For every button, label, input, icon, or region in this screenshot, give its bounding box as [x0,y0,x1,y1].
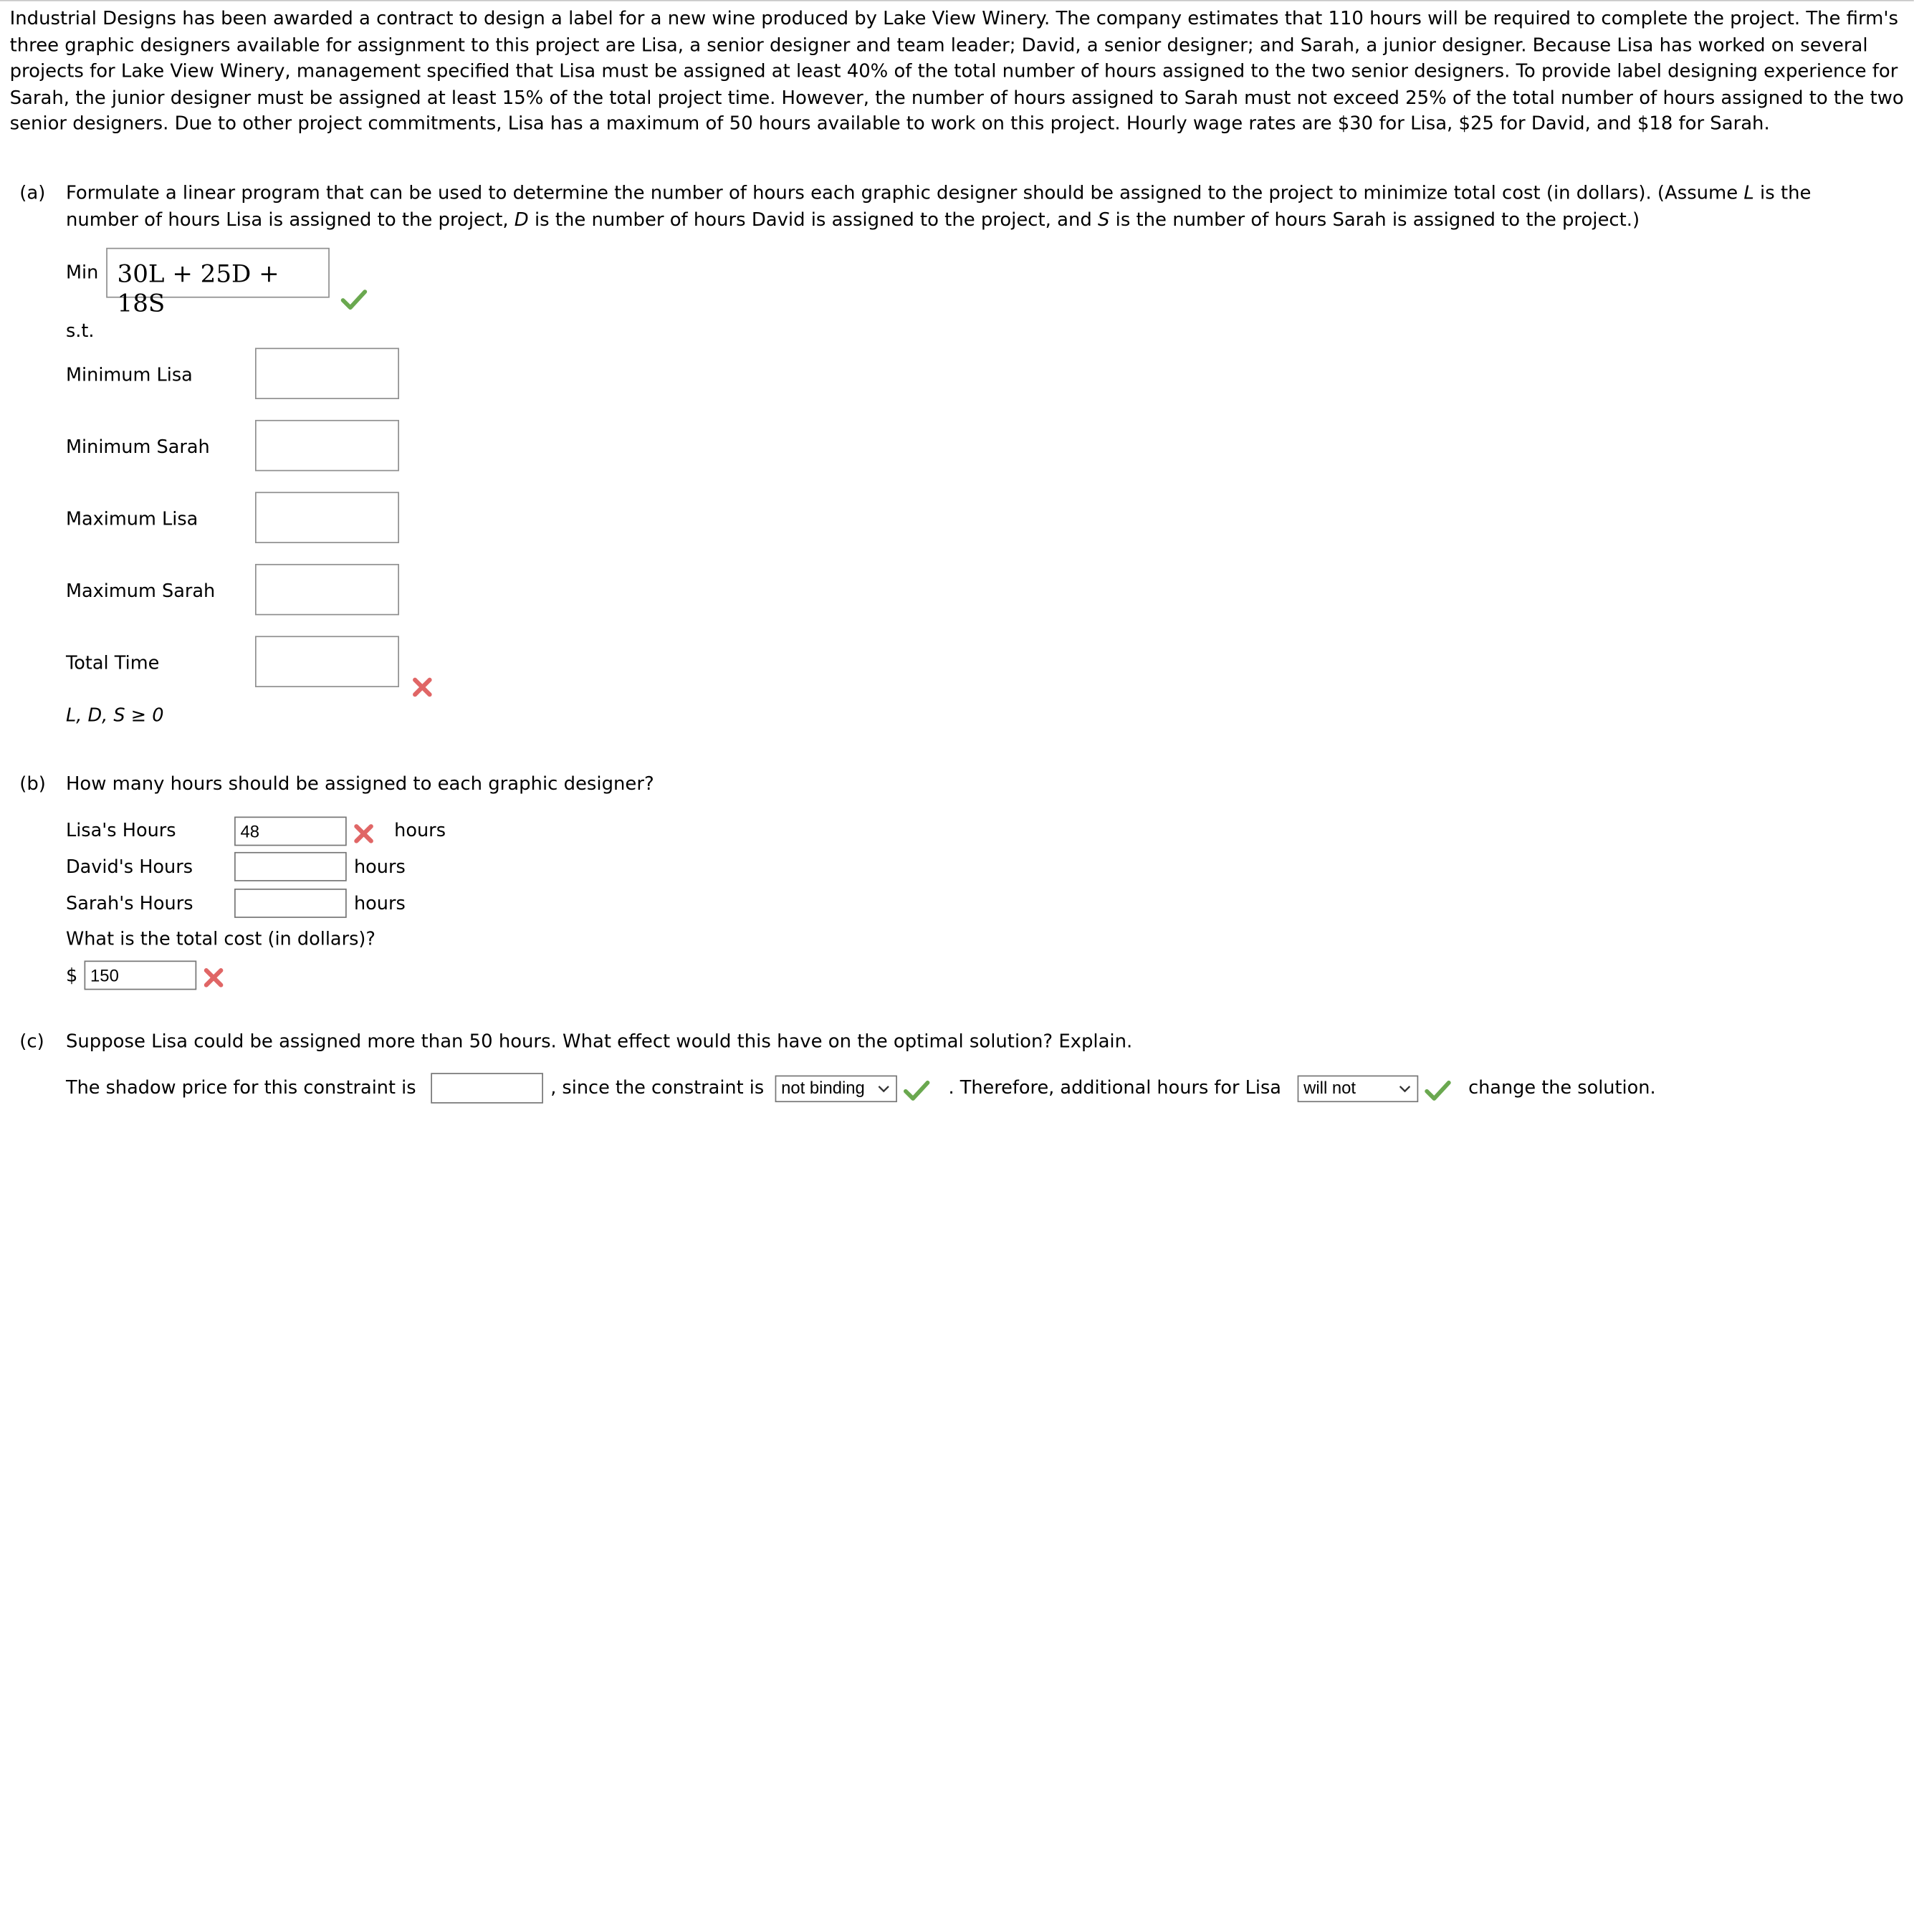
shadow-price-input[interactable] [431,1073,543,1104]
additional-hours-text: . Therefore, additional hours for Lisa [948,1076,1281,1099]
constraint-label-maximum-sarah: Maximum Sarah [65,580,216,602]
lisa-hours-label: Lisa's Hours [65,818,176,841]
sarah-hours-label: Sarah's Hours [65,892,193,914]
effect-correct-check-icon [1425,1079,1451,1101]
david-hours-input[interactable] [234,852,347,881]
constraint-input-total-time[interactable] [255,636,399,687]
constraints-incorrect-cross-icon [411,676,434,699]
problem-statement: Industrial Designs has been awarded a contract to design a label for a new wine produced by Lake View Winery. The company estimates that 110 hours will be required to complete the project. The firm's three graphic designers available for assignment to this project are Lisa, a senior designer and team leader; David, a senior designer; and Sarah, a junior designer. Because Lisa has worked on several projects for Lake View Winery, management specified that Lisa must be assigned at least 40% of the total number of hours assigned to the two senior designers. To provide label designing experience for Sarah, the junior designer must be assigned at least 15% of the total project time. However, the number of hours assigned to Sarah must not exceed 25% of the total number of hours assigned to the two senior designers. Due to other project commitments, Lisa has a maximum of 50 hours available to work on this project. Hourly wage rates are $30 for Lisa, $25 for David, and $18 for Sarah. [9,7,1904,135]
total-cost-incorrect-cross-icon [203,967,225,989]
lisa-hours-unit: hours [394,818,446,841]
constraint-input-minimum-lisa[interactable] [255,348,399,399]
constraint-is-text: , since the constraint is [550,1076,765,1099]
lisa-hours-incorrect-cross-icon [353,823,375,845]
constraint-label-minimum-sarah: Minimum Sarah [65,436,210,458]
st-label: s.t. [65,320,95,342]
effect-selected-value: will not [1303,1078,1356,1098]
constraint-input-maximum-lisa[interactable] [255,492,399,543]
top-divider [0,0,1914,1]
chevron-down-icon [876,1079,891,1099]
currency-symbol: $ [65,964,78,987]
constraint-label-total-time: Total Time [65,651,160,674]
chevron-down-icon [1397,1079,1412,1099]
constraint-label-maximum-lisa: Maximum Lisa [65,507,198,530]
part-a-question-line1: Formulate a linear program that can be used to determine the number of hours each graphic designer should be assigned to the project to minimize total cost (in dollars). (Assume L is the [65,181,1812,204]
binding-status-selected-value: not binding [781,1078,865,1098]
objective-input[interactable] [106,248,330,317]
david-hours-label: David's Hours [65,856,193,878]
part-a-marker: (a) [19,181,46,204]
constraint-input-maximum-sarah[interactable] [255,564,399,616]
objective-expression: 30L + 25D + 18S [117,259,279,317]
part-a-question-line2: number of hours Lisa is assigned to the project, D is the number of hours David is assigned to the project, and S is the number of hours Sarah is assigned to the project.) [65,209,1640,231]
david-hours-unit: hours [353,856,406,878]
change-solution-text: change the solution. [1468,1076,1656,1099]
constraint-label-minimum-lisa: Minimum Lisa [65,363,193,386]
part-c-question: Suppose Lisa could be assigned more than 50 hours. What effect would this have on the optimal solution? Explain. [65,1030,1133,1053]
sarah-hours-unit: hours [353,892,406,914]
part-b-marker: (b) [19,773,46,795]
binding-status-select[interactable] [775,1076,897,1102]
total-cost-question: What is the total cost (in dollars)? [65,927,375,950]
lisa-hours-input[interactable]: 48 [234,817,347,846]
total-cost-input[interactable]: 150 [85,960,197,990]
binding-status-correct-check-icon [903,1079,929,1101]
part-b-question: How many hours should be assigned to each graphic designer? [65,773,654,795]
sarah-hours-input[interactable] [234,889,347,918]
constraint-input-minimum-sarah[interactable] [255,420,399,472]
shadow-price-sentence-start: The shadow price for this constraint is [65,1076,416,1099]
part-c-marker: (c) [19,1030,44,1053]
min-label: Min [65,261,99,284]
effect-select[interactable] [1298,1076,1419,1102]
objective-correct-check-icon [340,288,367,310]
nonnegativity-constraint: L, D, S ≥ 0 [65,704,164,727]
